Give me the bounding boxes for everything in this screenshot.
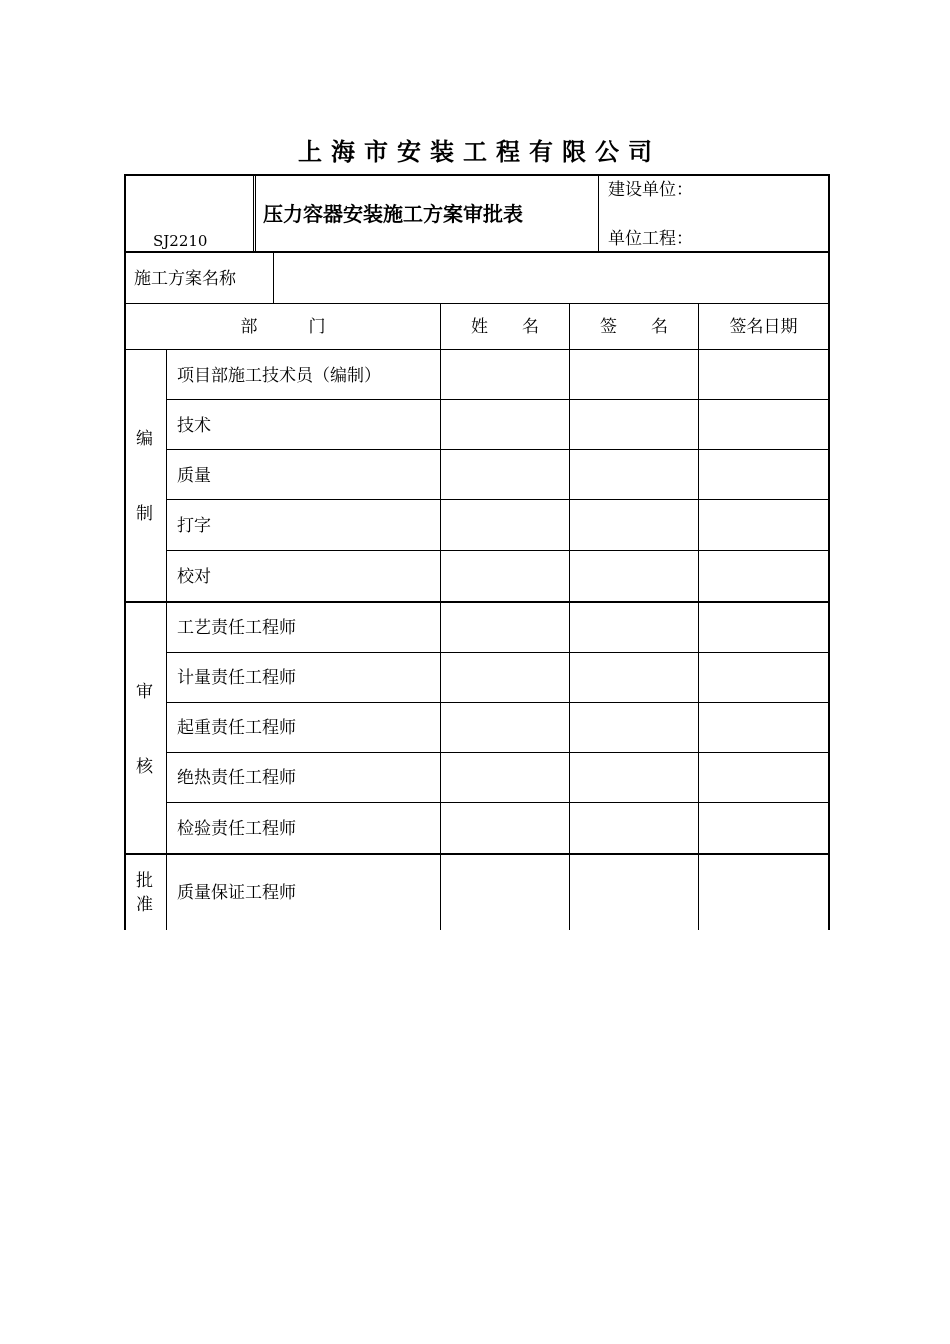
section-label-review: 审 <box>136 682 153 702</box>
divider <box>166 550 830 551</box>
section-label-review: 核 <box>136 757 153 777</box>
divider <box>124 601 830 603</box>
divider <box>273 252 274 304</box>
section-label-approve: 批 <box>136 871 153 891</box>
table-border-top <box>124 174 830 176</box>
section-label-compile: 制 <box>136 504 153 524</box>
header-name: 姓 名 <box>471 317 539 337</box>
unit-project-label: 单位工程： <box>608 229 693 249</box>
row-label: 质量保证工程师 <box>177 883 296 903</box>
divider <box>166 349 167 930</box>
divider <box>124 251 830 253</box>
section-label-approve: 准 <box>136 895 153 915</box>
row-label: 校对 <box>177 567 211 587</box>
form-code: SJ2210 <box>153 232 208 250</box>
row-label: 绝热责任工程师 <box>177 768 296 788</box>
row-label: 计量责任工程师 <box>177 668 296 688</box>
company-name: 上海市安装工程有限公司 <box>298 138 661 166</box>
table-border-left <box>124 174 126 930</box>
row-label: 项目部施工技术员（编制） <box>177 366 381 386</box>
divider <box>166 802 830 803</box>
divider <box>698 303 699 930</box>
form-title: 压力容器安装施工方案审批表 <box>263 202 523 226</box>
header-sign-date: 签名日期 <box>729 317 798 337</box>
row-label: 质量 <box>177 466 211 486</box>
divider <box>166 752 830 753</box>
row-label: 工艺责任工程师 <box>177 618 296 638</box>
divider <box>440 303 441 930</box>
construction-unit-label: 建设单位： <box>608 180 693 200</box>
divider <box>124 853 830 855</box>
row-label: 技术 <box>177 416 211 436</box>
section-label-compile: 编 <box>136 429 153 449</box>
plan-name-label: 施工方案名称 <box>134 269 236 289</box>
divider <box>166 702 830 703</box>
header-department: 部 门 <box>240 317 326 337</box>
divider <box>166 449 830 450</box>
divider <box>255 174 256 252</box>
divider <box>569 303 570 930</box>
table-border-right <box>828 174 830 930</box>
divider <box>166 652 830 653</box>
divider <box>598 174 599 252</box>
divider <box>253 174 254 252</box>
row-label: 检验责任工程师 <box>177 819 296 839</box>
divider <box>124 349 830 350</box>
divider <box>166 499 830 500</box>
divider <box>166 399 830 400</box>
header-signature: 签 名 <box>600 317 668 337</box>
divider <box>124 303 830 304</box>
row-label: 起重责任工程师 <box>177 718 296 738</box>
row-label: 打字 <box>177 516 211 536</box>
